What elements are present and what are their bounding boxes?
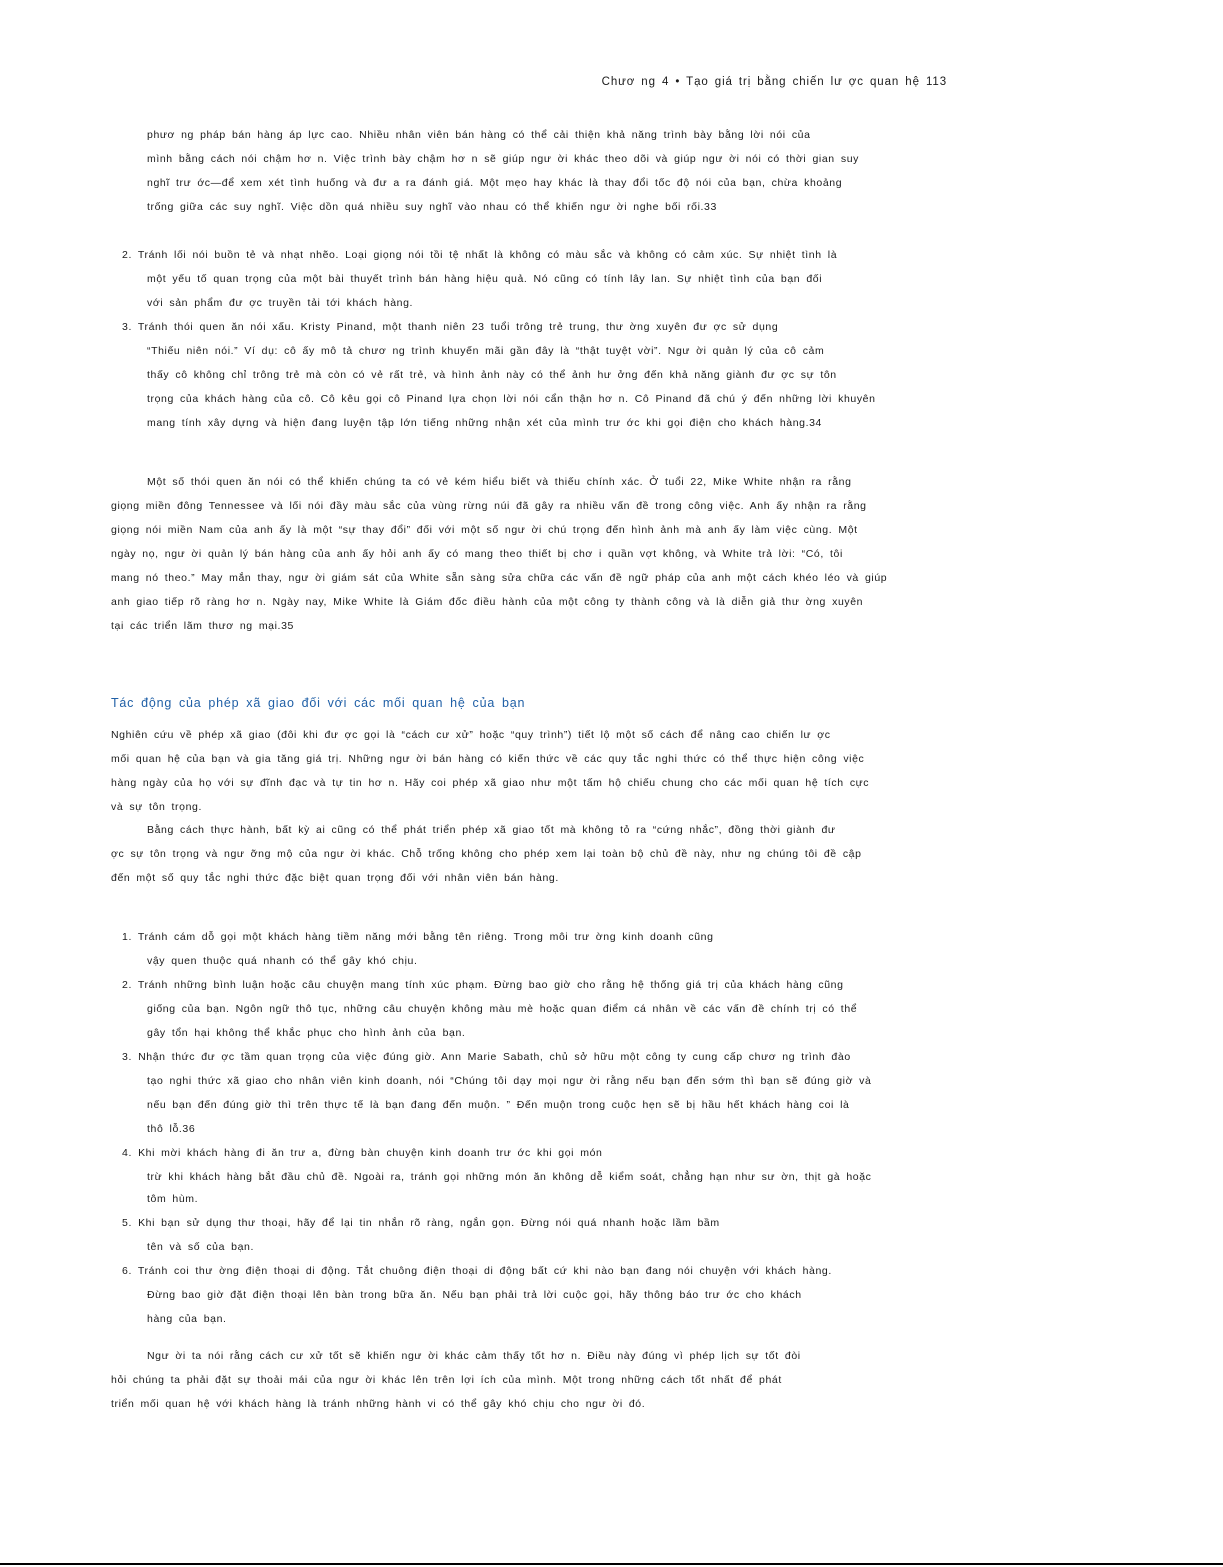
running-header: Chươ ng 4 • Tạo giá trị bằng chiến lư ợc quan hệ 113: [601, 76, 947, 88]
text-line: 6. Tránh coi thư ờng điện thoại di động. Tắt chuông điện thoại di động bất cứ khi nào bạn đang nói chuyện với khách hàng.: [122, 1265, 832, 1277]
text-line: thấy cô không chỉ trông trẻ mà còn có vẻ rất trẻ, và hình ảnh này có thể ảnh hư ởng đến khả năng giành đư ợc sự tôn: [147, 369, 837, 381]
text-line: 3. Tránh thói quen ăn nói xấu. Kristy Pinand, một thanh niên 23 tuổi trông trẻ trung, thư ờng xuyên đư ợc sử dụng: [122, 321, 779, 333]
text-line: “Thiếu niên nói.” Ví dụ: cô ấy mô tả chươ ng trình khuyến mãi gần đây là “thật tuyệt vời”. Ngư ời quản lý của cô cảm: [147, 345, 825, 357]
text-line: 3. Nhận thức đư ợc tầm quan trọng của việc đúng giờ. Ann Marie Sabath, chủ sở hữu một công ty cung cấp chươ ng trình đào: [122, 1051, 851, 1063]
text-line: và sự tôn trọng.: [111, 801, 202, 813]
text-line: anh giao tiếp rõ ràng hơ n. Ngày nay, Mike White là Giám đốc điều hành của một công ty thành công và là diễn giả thư ờng xuyên: [111, 596, 864, 608]
text-line: giống của bạn. Ngôn ngữ thô tục, những câu chuyện không màu mè hoặc quan điểm cá nhân về các vấn đề chính trị có thể: [147, 1003, 858, 1015]
text-line: tên và số của bạn.: [147, 1241, 255, 1253]
text-line: vậy quen thuộc quá nhanh có thể gây khó chịu.: [147, 955, 418, 967]
text-line: ợc sự tôn trọng và ngư ỡng mộ của ngư ời khác. Chỗ trống không cho phép xem lại toàn bộ chủ đề này, như ng chúng tôi đề cập: [111, 848, 862, 860]
text-line: thô lỗ.36: [147, 1123, 196, 1135]
text-line: trừ khi khách hàng bắt đầu chủ đề. Ngoài ra, tránh gọi những món ăn không dễ kiểm soát, chẳng hạn như sư ờn, thịt gà hoặc: [147, 1171, 872, 1183]
text-line: mình bằng cách nói chậm hơ n. Việc trình bày chậm hơ n sẽ giúp ngư ời khác theo dõi và giúp ngư ời nói có thời gian suy: [147, 153, 859, 165]
text-line: với sản phẩm đư ợc truyền tải tới khách hàng.: [147, 297, 414, 309]
text-line: nếu bạn đến đúng giờ thì trên thực tế là bạn đang đến muộn. ” Đến muộn trong cuộc hẹn sẽ bị hầu hết khách hàng coi là: [147, 1099, 850, 1111]
text-line: Một số thói quen ăn nói có thể khiến chúng ta có vẻ kém hiểu biết và thiếu chính xác. Ở tuổi 22, Mike White nhận ra rằng: [147, 476, 852, 488]
text-line: nghĩ trư ớc—để xem xét tình huống và đư a ra đánh giá. Một mẹo hay khác là thay đổi tốc độ nói của bạn, chừa khoảng: [147, 177, 843, 189]
text-line: một yếu tố quan trọng của một bài thuyết trình bán hàng hiệu quả. Nó cũng có tính lây lan. Sự nhiệt tình của bạn đối: [147, 273, 823, 285]
text-line: hàng của bạn.: [147, 1313, 227, 1325]
text-line: phươ ng pháp bán hàng áp lực cao. Nhiều nhân viên bán hàng có thể cải thiện khả năng trình bày bằng lời nói của: [147, 129, 811, 141]
text-line: gây tổn hại không thể khắc phục cho hình ảnh của bạn.: [147, 1027, 466, 1039]
text-line: mối quan hệ của bạn và gia tăng giá trị. Những ngư ời bán hàng có kiến thức về các quy tắc nghi thức có thể thực hiện công việc: [111, 753, 865, 765]
text-line: 2. Tránh những bình luận hoặc câu chuyện mang tính xúc phạm. Đừng bao giờ cho rằng hệ thống giá trị của khách hàng cũng: [122, 979, 844, 991]
text-line: Bằng cách thực hành, bất kỳ ai cũng có thể phát triển phép xã giao tốt mà không tỏ ra “cứng nhắc”, đồng thời giành đư: [147, 824, 836, 836]
page-bottom-rule: [0, 1563, 1223, 1565]
text-line: giọng miền đông Tennessee và lối nói đầy màu sắc của vùng rừng núi đã gây ra nhiều vấn đề trong công việc. Anh ấy nhận ra rằng: [111, 500, 867, 512]
text-line: giọng nói miền Nam của anh ấy là một “sự thay đổi” đối với một số ngư ời chú trọng đến hình ảnh mà anh ấy làm việc cùng. Một: [111, 524, 858, 536]
text-line: 2. Tránh lối nói buồn tẻ và nhạt nhẽo. Loại giọng nói tồi tệ nhất là không có màu sắc và không có cảm xúc. Sự nhiệt tình là: [122, 249, 838, 261]
text-line: mang nó theo.” May mắn thay, ngư ời giám sát của White sẵn sàng sửa chữa các vấn đề ngữ pháp của anh một cách khéo léo và giúp: [111, 572, 888, 584]
text-line: mang tính xây dựng và hiện đang luyện tập lớn tiếng những nhận xét của mình trư ớc khi gọi điện cho khách hàng.34: [147, 417, 822, 429]
text-line: 4. Khi mời khách hàng đi ăn trư a, đừng bàn chuyện kinh doanh trư ớc khi gọi món: [122, 1147, 603, 1159]
text-line: Đừng bao giờ đặt điện thoại lên bàn trong bữa ăn. Nếu bạn phải trả lời cuộc gọi, hãy thông báo trư ớc cho khách: [147, 1289, 802, 1301]
text-line: đến một số quy tắc nghi thức đặc biệt quan trọng đối với nhân viên bán hàng.: [111, 872, 559, 884]
text-line: triển mối quan hệ với khách hàng là tránh những hành vi có thể gây khó chịu cho ngư ời đó.: [111, 1398, 646, 1410]
text-line: tôm hùm.: [147, 1193, 199, 1205]
text-line: ngày nọ, ngư ời quản lý bán hàng của anh ấy hỏi anh ấy có mang theo thiết bị chơ i quần vợt không, và White trả lời: “Có, tôi: [111, 548, 843, 560]
text-line: Ngư ời ta nói rằng cách cư xử tốt sẽ khiến ngư ời khác cảm thấy tốt hơ n. Điều này đúng vì phép lịch sự tốt đòi: [147, 1350, 801, 1362]
text-line: tạo nghi thức xã giao cho nhân viên kinh doanh, nói “Chúng tôi dạy mọi ngư ời rằng nếu bạn đến sớm thì bạn sẽ đúng giờ và: [147, 1075, 872, 1087]
text-line: 5. Khi bạn sử dụng thư thoại, hãy để lại tin nhắn rõ ràng, ngắn gọn. Đừng nói quá nhanh hoặc lầm bầm: [122, 1217, 720, 1229]
text-line: hỏi chúng ta phải đặt sự thoải mái của ngư ời khác lên trên lợi ích của mình. Một trong những cách tốt nhất để phát: [111, 1374, 782, 1386]
text-line: Nghiên cứu về phép xã giao (đôi khi đư ợc gọi là “cách cư xử” hoặc “quy trình”) tiết lộ một số cách để nâng cao chiến lư ợc: [111, 729, 831, 741]
text-line: hàng ngày của họ với sự đĩnh đạc và tự tin hơ n. Hãy coi phép xã giao như một tấm hộ chiếu chung cho các mối quan hệ tích cực: [111, 777, 870, 789]
text-line: 1. Tránh cám dỗ gọi một khách hàng tiềm năng mới bằng tên riêng. Trong môi trư ờng kinh doanh cũng: [122, 931, 714, 943]
text-line: trọng của khách hàng của cô. Cô kêu gọi cô Pinand lựa chọn lời nói cẩn thận hơ n. Cô Pinand đã chú ý đến những lời khuyên: [147, 393, 876, 405]
text-line: tại các triển lãm thươ ng mại.35: [111, 620, 294, 632]
text-line: trống giữa các suy nghĩ. Việc dồn quá nhiều suy nghĩ vào nhau có thể khiến ngư ời nghe bối rối.33: [147, 201, 717, 213]
section-heading: Tác động của phép xã giao đối với các mối quan hệ của bạn: [111, 696, 526, 710]
